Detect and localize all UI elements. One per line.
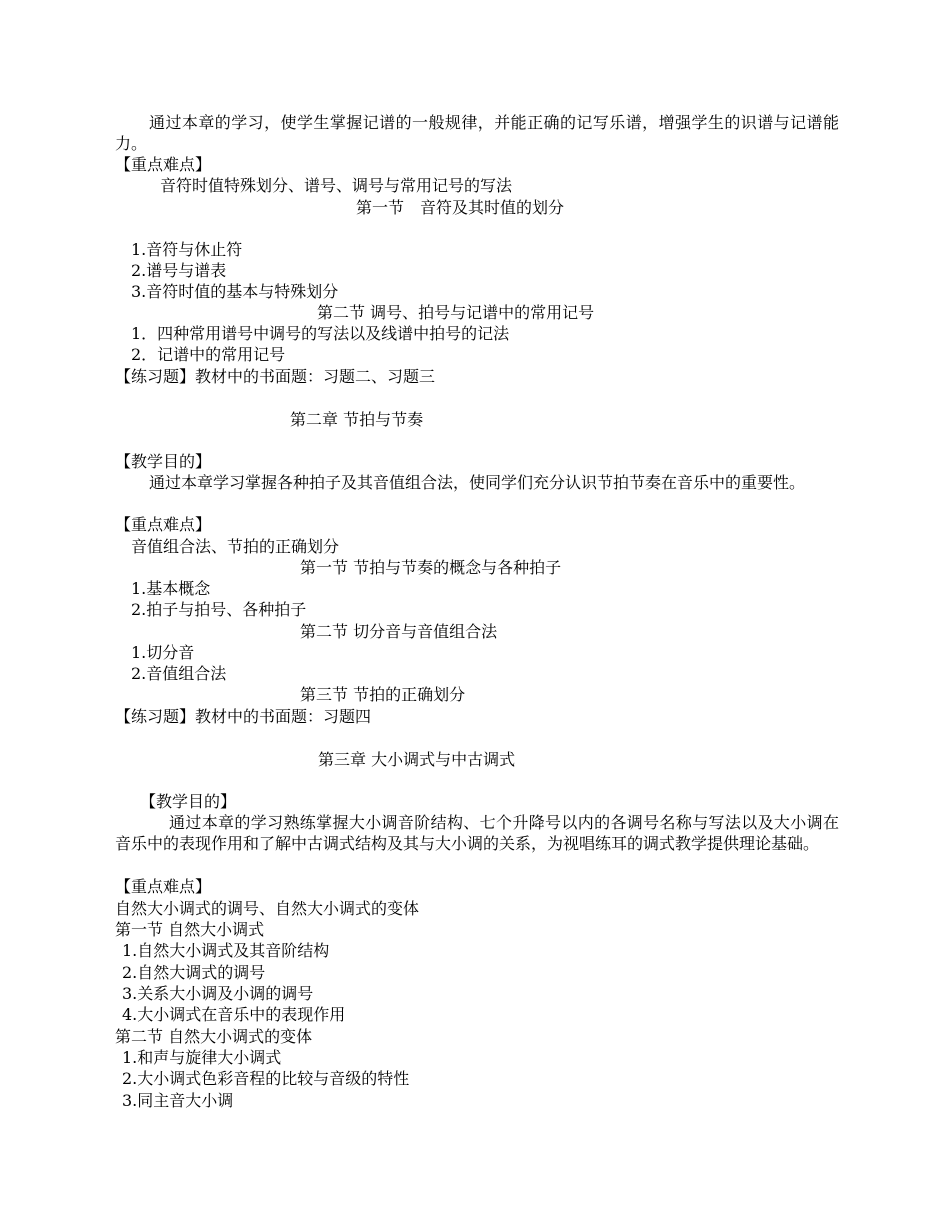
ch1-key-text: 音符时值特殊划分、谱号、调号与常用记号的写法 (160, 176, 513, 195)
ch2-section2-item: 1.切分音 (131, 643, 195, 662)
ch2-section1-item: 1.基本概念 (131, 579, 211, 598)
ch1-section1-item: 2.谱号与谱表 (131, 261, 227, 280)
ch2-section2-title: 第二节 切分音与音值组合法 (300, 622, 498, 641)
ch1-section1-item: 1.音符与休止符 (131, 240, 243, 259)
ch3-objective-label: 【教学目的】 (140, 792, 237, 811)
ch3-section1-item: 3.关系大小调及小调的调号 (122, 984, 314, 1003)
ch1-objective-text: 通过本章的学习，使学生掌握记谱的一般规律，并能正确的记写乐谱，增强学生的识谱与记谱能力。 (115, 113, 839, 153)
ch1-key-label: 【重点难点】 (115, 155, 212, 174)
ch2-section1-item: 2.拍子与拍号、各种拍子 (131, 600, 307, 619)
ch2-section1-title: 第一节 节拍与节奏的概念与各种拍子 (300, 558, 562, 577)
ch3-section1-item: 2.自然大调式的调号 (122, 963, 266, 982)
ch3-key-text: 自然大小调式的调号、自然大小调式的变体 (115, 899, 420, 918)
ch3-section2-item: 1.和声与旋律大小调式 (122, 1048, 282, 1067)
ch3-section2-title: 第二节 自然大小调式的变体 (115, 1027, 313, 1046)
ch1-section1-title: 第一节 音符及其时值的划分 (356, 198, 565, 217)
ch2-key-text: 音值组合法、节拍的正确划分 (131, 537, 340, 556)
ch3-section1-item: 1.自然大小调式及其音阶结构 (122, 941, 330, 960)
ch1-section2-item: 2．记谱中的常用记号 (131, 345, 286, 364)
ch1-section2-item: 1．四种常用谱号中调号的写法以及线谱中拍号的记法 (131, 324, 510, 343)
ch2-objective-label: 【教学目的】 (115, 452, 212, 471)
ch1-section1-item: 3.音符时值的基本与特殊划分 (131, 282, 339, 301)
ch3-section1-item: 4.大小调式在音乐中的表现作用 (122, 1005, 346, 1024)
ch2-title: 第二章 节拍与节奏 (290, 410, 424, 429)
ch3-key-label: 【重点难点】 (115, 877, 212, 896)
ch3-section2-item: 3.同主音大小调 (122, 1091, 234, 1110)
ch2-section2-item: 2.音值组合法 (131, 664, 227, 683)
ch2-exercise: 【练习题】教材中的书面题：习题四 (115, 707, 372, 726)
ch2-key-label: 【重点难点】 (115, 515, 212, 534)
ch1-exercise: 【练习题】教材中的书面题：习题二、习题三 (115, 367, 436, 386)
ch3-title: 第三章 大小调式与中古调式 (318, 750, 516, 769)
ch2-section3-title: 第三节 节拍的正确划分 (300, 685, 466, 704)
ch2-objective-text: 通过本章学习掌握各种拍子及其音值组合法，使同学们充分认识节拍节奏在音乐中的重要性。 (149, 473, 806, 492)
ch3-section2-item: 2.大小调式色彩音程的比较与音级的特性 (122, 1069, 410, 1088)
ch3-objective-text: 通过本章的学习熟练掌握大小调音阶结构、七个升降号以内的各调号名称与写法以及大小调在音乐中的表现作用和了解中古调式结构及其与大小调的关系，为视唱练耳的调式教学提供理论基础。 (115, 813, 839, 853)
ch1-section2-title: 第二节 调号、拍号与记谱中的常用记号 (317, 303, 595, 322)
ch3-section1-title: 第一节 自然大小调式 (115, 920, 265, 939)
